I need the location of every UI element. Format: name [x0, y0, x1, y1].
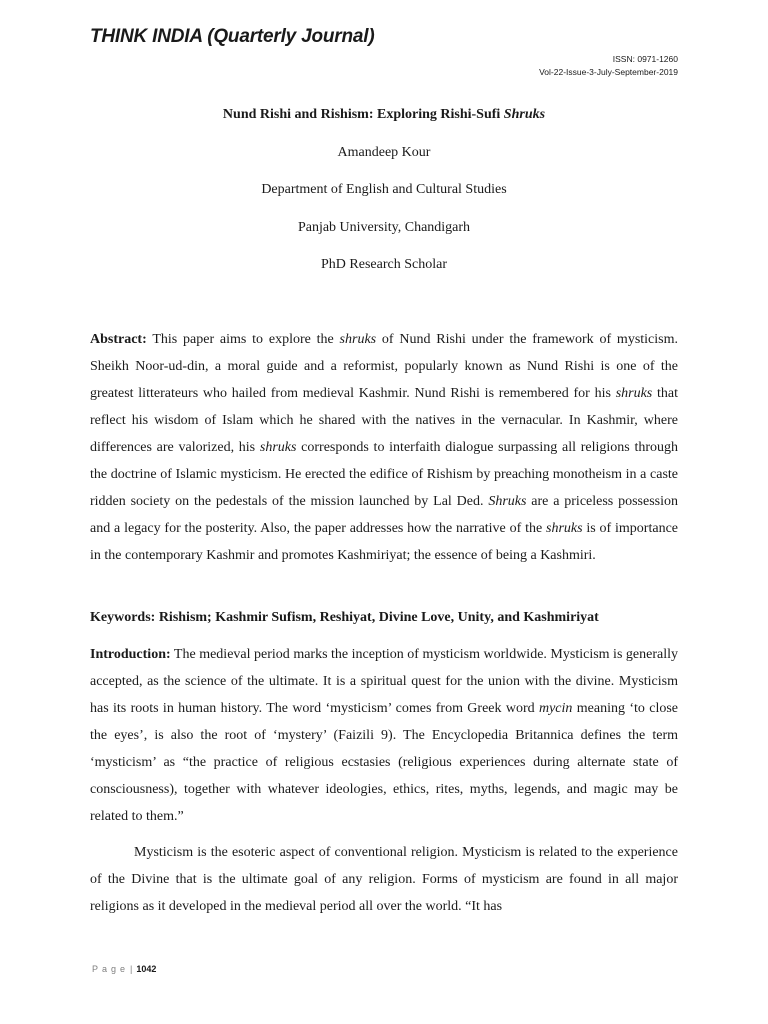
- paper-title-italic: Shruks: [503, 107, 546, 122]
- italic-term: mycin: [538, 701, 573, 716]
- journal-title: THINK INDIA (Quarterly Journal): [90, 26, 375, 47]
- italic-term: shruks: [259, 440, 297, 455]
- paragraph-text: of Nund Rishi under the framework of mysticism. Sheikh Noor-ud-din, a moral guide and a reformist, popularly known as Nund Rishi is one of the greatest litterateurs who hailed from medieval Kashmir. Nund Rishi is remembered for his: [90, 332, 678, 401]
- page-number: 1042: [136, 964, 157, 974]
- abstract-paragraph: [90, 326, 678, 569]
- page-footer: [92, 964, 156, 974]
- keywords-line: Keywords: Rishism; Kashmir Sufism, Reshiyat, Divine Love, Unity, and Kashmiriyat: [90, 610, 599, 625]
- italic-term: shruks: [615, 386, 653, 401]
- author-name: Amandeep Kour: [337, 145, 431, 160]
- abstract-label: Abstract:: [90, 332, 147, 347]
- mysticism-paragraph: Mysticism is the esoteric aspect of conventional religion. Mysticism is related to the experience of the Divine that is the ultimate goal of any religion. Forms of mysticism are found in all major religions as it developed in the medieval period all over the world. “It has: [90, 845, 678, 914]
- italic-term: shruks: [339, 332, 377, 347]
- issn-number: ISSN: 0971-1260: [612, 54, 678, 64]
- author-department: Department of English and Cultural Studies: [261, 182, 507, 197]
- paragraph-text: The medieval period marks the inception of mysticism worldwide. Mysticism is generally accepted, as the science of the ultimate. It is a spiritual quest for the union with the divine. Mysticism has its roots in human history. The word ‘mysticism’ comes from Greek word: [90, 647, 678, 716]
- italic-term: shruks: [546, 521, 583, 536]
- author-position: PhD Research Scholar: [321, 257, 447, 272]
- italic-term: Shruks: [488, 494, 527, 509]
- paragraph-text: that reflect his wisdom of Islam which he shared with the natives in the vernacular. In Kashmir, where differences are valorized, his: [90, 386, 679, 455]
- page-label: Page: [92, 964, 130, 974]
- paragraph-text: corresponds to interfaith dialogue surpassing all religions through the doctrine of Islamic mysticism. He erected the edifice of Rishism by preaching monotheism in a caste ridden society on the pedestals of the mission launched by Lal Ded.: [90, 440, 678, 509]
- paragraph-text: This paper aims to explore the: [152, 332, 340, 347]
- page-separator: |: [130, 964, 133, 974]
- paper-title-main: Nund Rishi and Rishism: Exploring Rishi-Sufi: [222, 107, 504, 122]
- introduction-paragraph: [90, 641, 678, 830]
- paragraph-text: is of importance in the contemporary Kashmir and promotes Kashmiriyat; the essence of being a Kashmiri.: [90, 521, 678, 563]
- introduction-label: Introduction:: [90, 647, 171, 662]
- issue-info: Vol-22-Issue-3-July-September-2019: [539, 67, 678, 77]
- paragraph-text: meaning ‘to close the eyes’, is also the root of ‘mystery’ (Faizili 9). The Encyclopedia Britannica defines the term ‘mysticism’ as “the practice of religious ecstasies (religious experiences during alternate state of consciousness), together with whatever ideologies, ethics, rites, myths, legends, and magic may be related to them.”: [90, 701, 678, 824]
- paragraph-text: are a priceless possession and a legacy for the posterity. Also, the paper addresses how the narrative of the: [90, 494, 678, 536]
- paper-title: [90, 107, 678, 123]
- author-university: Panjab University, Chandigarh: [297, 220, 471, 235]
